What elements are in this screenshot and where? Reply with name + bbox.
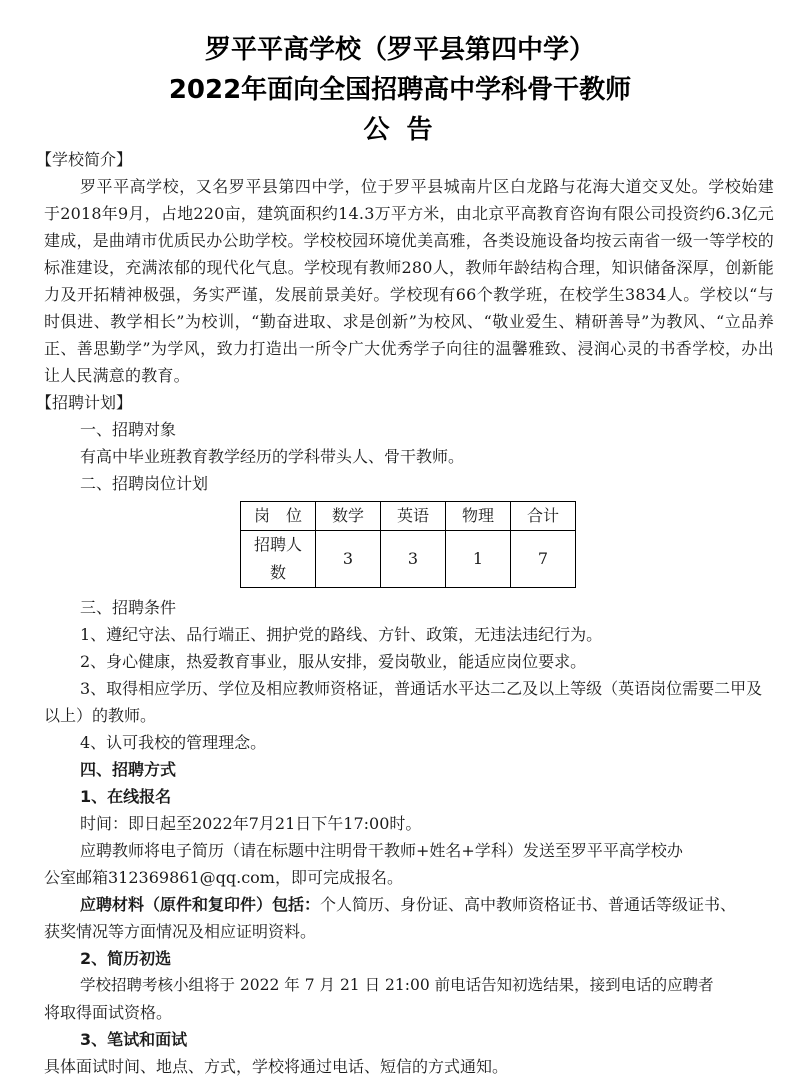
conditions-heading: 三、招聘条件: [80, 598, 177, 617]
screening-text: 学校招聘考核小组将于 2022 年 7 月 21 日 21:00 前电话告知初选结果，接到电话的应聘者: [80, 976, 714, 994]
school-intro-paragraph: 罗平平高学校，又名罗平县第四中学，位于罗平县城南片区白龙路与花海大道交叉处。学校始建于2018年9月，占地220亩，建筑面积约14.3万平方米，由北京平高教育咨询有限公司投资约6.3亿元建成，是曲靖市优质民办公助学校。学校校园环境优美高雅，各类设施设备均按云南省一级一等学校的标准建设，充满浓郁的现代化气息。学校现有教师280人，教师年龄结构合理，知识储备深厚，创新能力及开拓精神极强，务实严谨，发展前景美好。学校现有66个教学班，在校学生3834人。学校以“与时俱进、教学相长”为校训，“勤奋进取、求是创新”为校风、“敬业爱生、精研善导”为教风、“立品养正、善思勤学”为学风，致力打造出一所令广大优秀学子向往的温馨雅致、浸润心灵的书香学校，办出让人民满意的教育。: [44, 177, 774, 385]
table-cell: 3: [316, 531, 381, 588]
positions-table-header-row: [241, 502, 576, 531]
email-instruction: 应聘教师将电子简历（请在标题中注明骨干教师+姓名+学科）发送至罗平平高学校办: [80, 841, 683, 860]
table-header-cell: 数学: [316, 502, 381, 531]
positions-plan-heading: 二、招聘岗位计划: [80, 474, 209, 493]
positions-table: [240, 501, 576, 588]
table-header-cell: 合计: [511, 502, 576, 531]
method-heading: 四、招聘方式: [80, 760, 177, 779]
condition-item: 2、身心健康，热爱教育事业，服从安排，爱岗敬业，能适应岗位要求。: [80, 652, 587, 671]
positions-table-wrapper: [240, 501, 774, 588]
table-cell: 3: [381, 531, 446, 588]
table-cell: 1: [446, 531, 511, 588]
screening-heading: 2、简历初选: [80, 949, 172, 968]
materials-text: 个人简历、身份证、高中教师资格证书、普通话等级证书、: [320, 895, 737, 914]
materials-line: [44, 891, 774, 918]
notice-body: [36, 146, 774, 1080]
title-school-name: 罗平平高学校（罗平县第四中学）: [204, 35, 595, 65]
table-header-cell: 岗 位: [241, 502, 316, 531]
table-row-label: 招聘人数: [241, 531, 316, 588]
email-instruction-continued: 公室邮箱312369861@qq.com，即可完成报名。: [44, 868, 403, 887]
materials-label: 应聘材料（原件和复印件）包括：: [80, 895, 321, 914]
condition-item: 4、认可我校的管理理念。: [80, 733, 267, 752]
registration-deadline: 时间：即日起至2022年7月21日下午17:00时。: [80, 814, 422, 833]
condition-item: 3、取得相应学历、学位及相应教师资格证，普通话水平达二乙及以上等级（英语岗位需要二甲及: [80, 679, 763, 698]
online-registration-heading: 1、在线报名: [80, 787, 172, 806]
positions-table-row: [241, 531, 576, 588]
title-announcement: 公 告: [363, 115, 437, 145]
interview-heading: 3、笔试和面试: [80, 1030, 188, 1049]
interview-text: 具体面试时间、地点、方式，学校将通过电话、短信的方式通知。: [44, 1057, 509, 1076]
table-header-cell: 英语: [381, 502, 446, 531]
section-heading-recruitment-plan: 【招聘计划】: [36, 393, 133, 412]
section-heading-school-intro: 【学校简介】: [36, 150, 133, 169]
document-title: [0, 30, 800, 150]
recruit-target-heading: 一、招聘对象: [80, 420, 177, 439]
materials-text-continued: 获奖情况等方面情况及相应证明资料。: [44, 922, 317, 941]
recruit-target-text: 有高中毕业班教育教学经历的学科带头人、骨干教师。: [80, 447, 465, 466]
condition-item-continued: 以上）的教师。: [44, 706, 157, 725]
table-cell: 7: [511, 531, 576, 588]
table-header-cell: 物理: [446, 502, 511, 531]
title-recruitment: 2022年面向全国招聘高中学科骨干教师: [168, 75, 632, 105]
screening-text-continued: 将取得面试资格。: [44, 1003, 173, 1022]
condition-item: 1、遵纪守法、品行端正、拥护党的路线、方针、政策，无违法违纪行为。: [80, 625, 603, 644]
